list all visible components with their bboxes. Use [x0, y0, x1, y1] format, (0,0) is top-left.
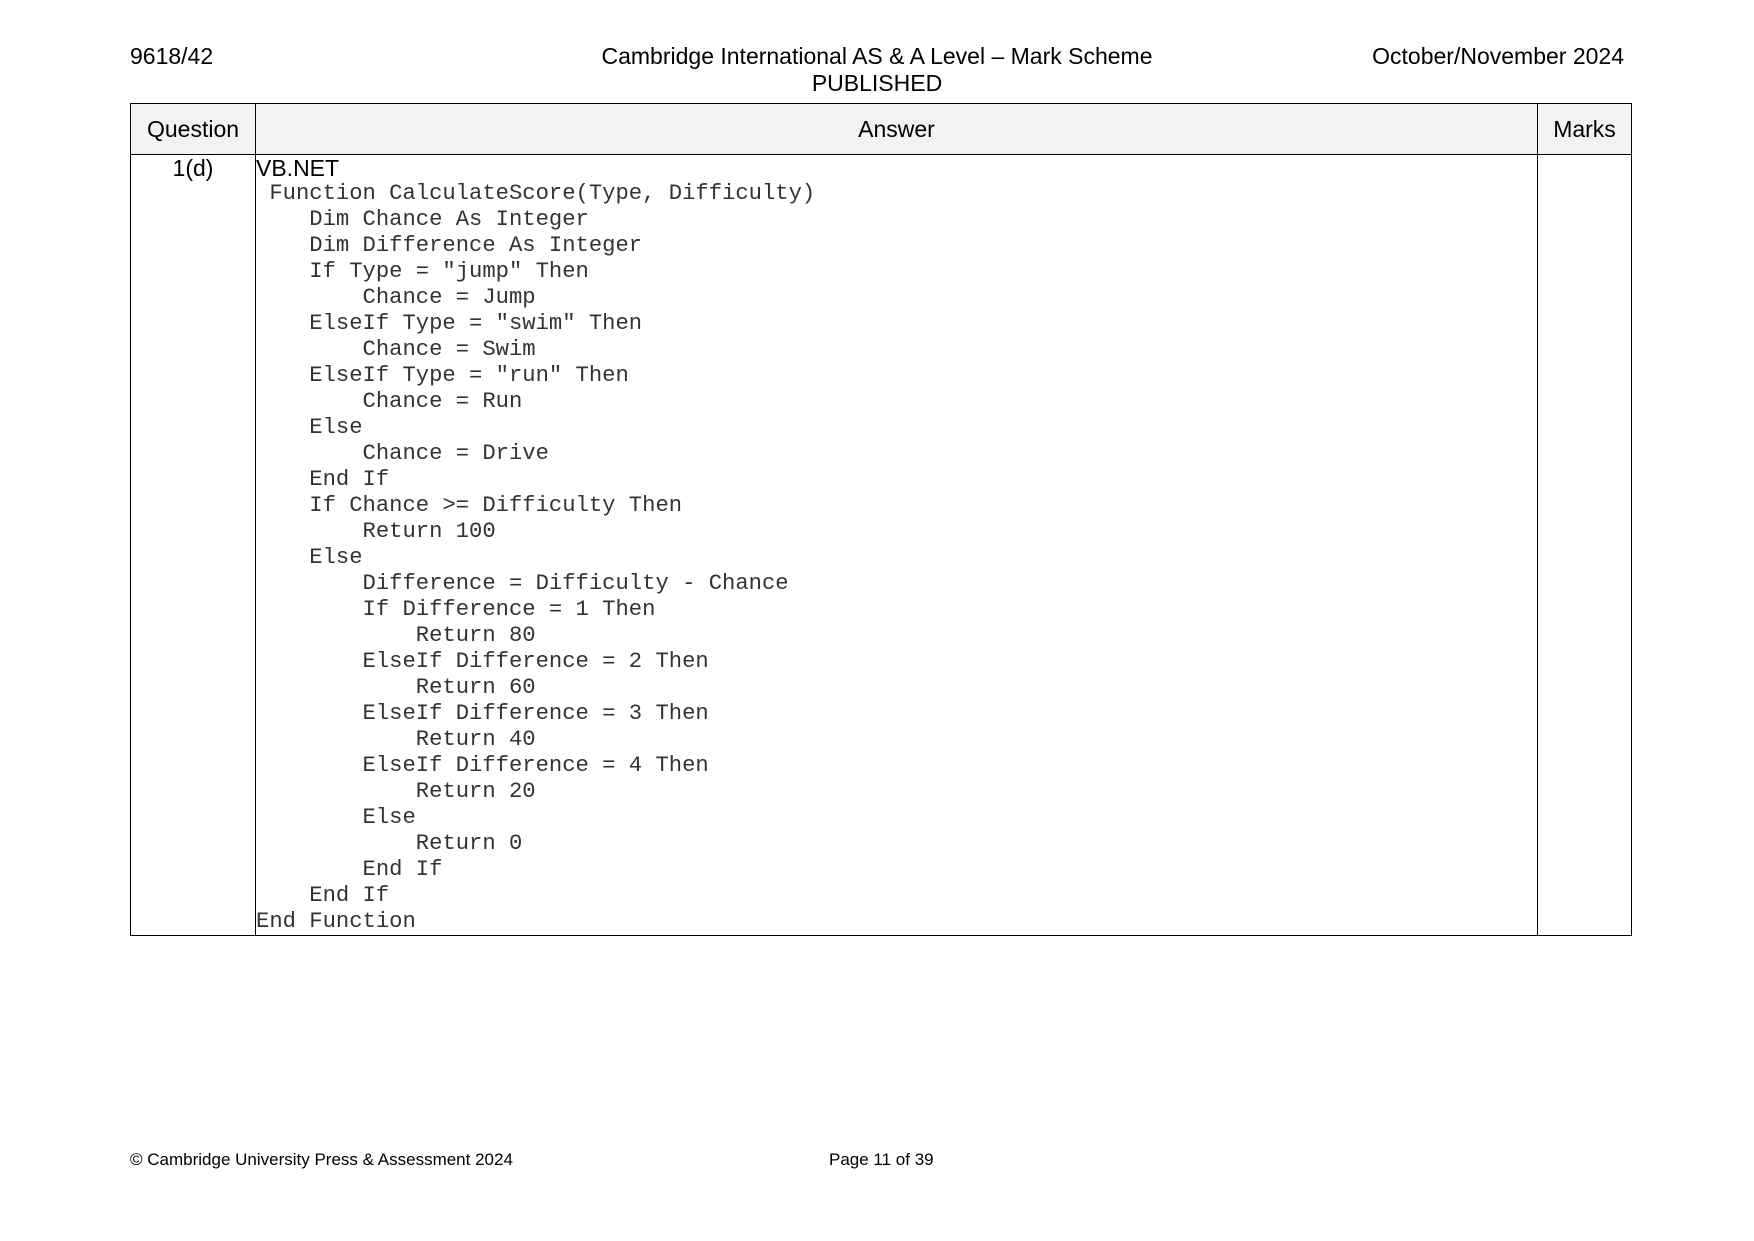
table-header-row: [131, 104, 1632, 155]
page-number: Page 11 of 39: [829, 1150, 934, 1169]
exam-session: October/November 2024: [1372, 43, 1624, 69]
document-title: Cambridge International AS & A Level – Mark Scheme: [601, 43, 1153, 69]
paper-code: 9618/42: [130, 43, 214, 69]
table-row: [131, 155, 1632, 936]
mark-scheme-table: [130, 103, 1632, 936]
marks-column-header: Marks: [1538, 104, 1632, 155]
marks-cell: [1538, 155, 1632, 936]
answer-column-header: Answer: [256, 104, 1538, 155]
copyright-notice: © Cambridge University Press & Assessment 2024: [130, 1150, 513, 1169]
question-column-header: Question: [131, 104, 256, 155]
answer-cell: [256, 155, 1538, 936]
code-block: Function CalculateScore(Type, Difficulty) Dim Chance As Integer Dim Difference As Integer If Type = "jump" Then Chance = Jump ElseIf Type = "swim" Then Chance = Swim ElseIf Type = "run" Then Chance = Run Else Chance = Drive End If If Chance >= Difficulty Then Return 100 Else Difference = Difficulty - Chance If Difference = 1 Then Return 80 ElseIf Difference = 2 Then Return 60 ElseIf Difference = 3 Then Return 40 ElseIf Difference = 4 Then Return 20 Else Return 0 End If End If End Function: [256, 181, 816, 934]
document-status: PUBLISHED: [811, 70, 943, 96]
question-number: 1(d): [131, 155, 256, 936]
language-label: VB.NET: [256, 155, 340, 181]
